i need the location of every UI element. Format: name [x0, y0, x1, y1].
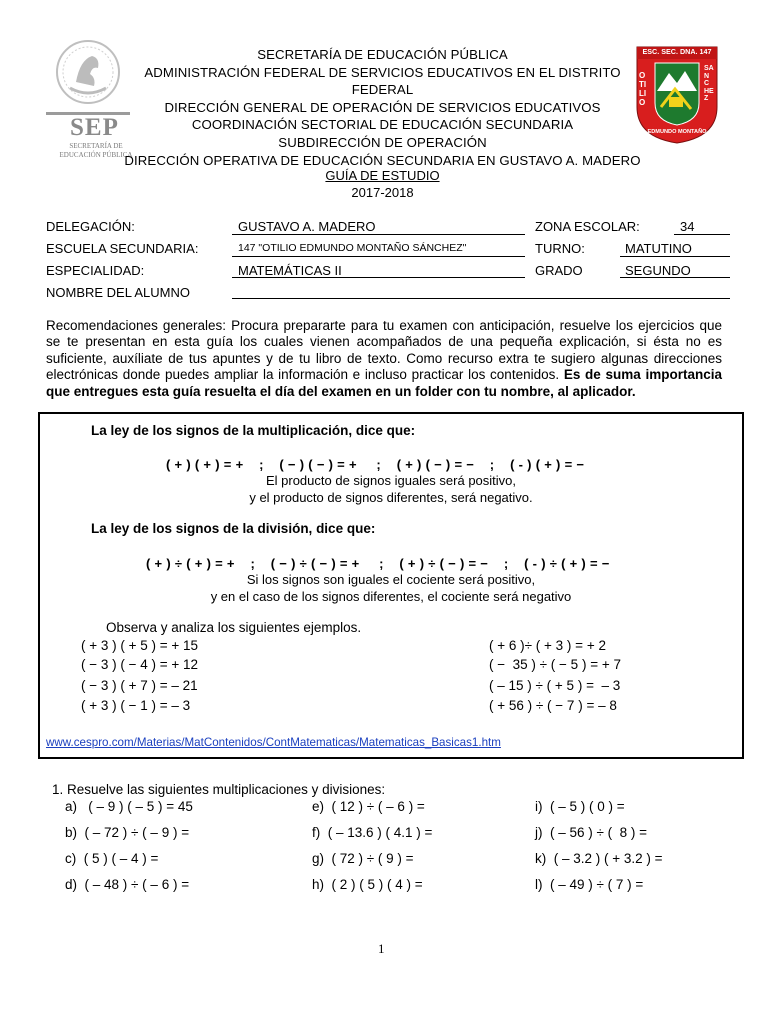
turno-value: MATUTINO [625, 241, 692, 256]
sep-subtitle-1: SECRETARÍA DE [69, 142, 123, 150]
example-left-4: ( + 3 ) ( − 1 ) = – 3 [81, 698, 191, 713]
zona-underline [674, 234, 730, 235]
example-right-3: ( – 15 ) ÷ ( + 5 ) = – 3 [489, 678, 621, 693]
exercise-e: e) ( 12 ) ÷ ( – 6 ) = [312, 799, 425, 814]
guide-title [250, 167, 515, 201]
example-left-3: ( − 3 ) ( + 7 ) = – 21 [81, 678, 198, 693]
turno-underline [620, 256, 730, 257]
example-left-2: ( − 3 ) ( − 4 ) = + 12 [81, 657, 199, 672]
division-rule-formula: ( + ) ÷ ( + ) = + ; ( − ) ÷ ( − ) = + ; ( + ) ÷ ( − ) = − ; ( - ) ÷ ( + ) = − [146, 556, 610, 571]
division-explanation [140, 571, 642, 605]
school-logo-right-text: SANCHEZ [704, 65, 714, 103]
delegacion-value: GUSTAVO A. MADERO [238, 219, 376, 234]
delegacion-underline [232, 234, 525, 235]
exercise-h: h) ( 2 ) ( 5 ) ( 4 ) = [312, 877, 423, 892]
exercise-b: b) ( – 72 ) ÷ ( – 9 ) = [65, 825, 190, 840]
recommendations-important: Es de suma importancia que entregues esta guía resuelta el día del examen en un folder con tu nombre, al aplicador. [46, 367, 722, 399]
escuela-underline [232, 256, 525, 257]
multiplication-explanation-line-1: El producto de signos iguales será positivo, [265, 473, 517, 488]
page-number: 1 [378, 941, 385, 956]
exercise-c: c) ( 5 ) ( – 4 ) = [65, 851, 159, 866]
sep-subtitle-2: EDUCACIÓN PÚBLICA [59, 151, 133, 159]
sep-wordmark: SEP [70, 114, 119, 141]
header-line-2: ADMINISTRACIÓN FEDERAL DE SERVICIOS EDUCATIVOS EN EL DISTRITO FEDERAL [144, 64, 621, 98]
example-left-1: ( + 3 ) ( + 5 ) = + 15 [81, 638, 199, 653]
multiplication-explanation [140, 472, 642, 506]
institution-header [120, 46, 645, 169]
school-logo [635, 45, 719, 145]
exercise-a: a) ( – 9 ) ( – 5 ) = 45 [65, 799, 193, 814]
exercise-g: g) ( 72 ) ÷ ( 9 ) = [312, 851, 414, 866]
exercise-instruction: 1. Resuelve las siguientes multiplicaciones y divisiones: [52, 782, 386, 797]
especialidad-underline [232, 277, 525, 278]
exercise-i: i) ( – 5 ) ( 0 ) = [535, 799, 625, 814]
example-right-1: ( + 6 )÷ ( + 3 ) = + 2 [489, 638, 606, 653]
especialidad-value: MATEMÁTICAS II [238, 263, 342, 278]
exercise-f: f) ( – 13.6 ) ( 4.1 ) = [312, 825, 433, 840]
turno-label: TURNO: [535, 241, 585, 256]
exercise-j: j) ( – 56 ) ÷ ( 8 ) = [535, 825, 648, 840]
multiplication-explanation-line-2: y el producto de signos diferentes, será negativo. [249, 490, 533, 505]
multiplication-rule-title: La ley de los signos de la multiplicación, dice que: [91, 423, 416, 438]
header-line-6: DIRECCIÓN OPERATIVA DE EDUCACIÓN SECUNDARIA EN GUSTAVO A. MADERO [124, 152, 641, 168]
nombre-label: NOMBRE DEL ALUMNO [46, 285, 190, 300]
exercise-d: d) ( – 48 ) ÷ ( – 6 ) = [65, 877, 190, 892]
recommendations-paragraph [46, 318, 722, 400]
example-right-2: ( − 35 ) ÷ ( − 5 ) = + 7 [489, 657, 621, 672]
division-explanation-line-2: y en el caso de los signos diferentes, el cociente será negativo [210, 589, 572, 604]
header-line-5: SUBDIRECCIÓN DE OPERACIÓN [278, 134, 487, 150]
example-right-4: ( + 56 ) ÷ ( − 7 ) = – 8 [489, 698, 617, 713]
division-rule-title: La ley de los signos de la división, dice que: [91, 521, 376, 536]
grado-value: SEGUNDO [625, 263, 691, 278]
header-line-4: COORDINACIÓN SECTORIAL DE EDUCACIÓN SECUNDARIA [191, 117, 574, 133]
school-logo-bottom-text: EDMUNDO MONTAÑO [647, 129, 707, 135]
division-explanation-line-1: Si los signos son iguales el cociente será positivo, [246, 572, 536, 587]
zona-value: 34 [680, 219, 695, 234]
header-line-1: SECRETARÍA DE EDUCACIÓN PÚBLICA [257, 47, 508, 62]
exercise-l: l) ( – 49 ) ÷ ( 7 ) = [535, 877, 644, 892]
especialidad-label: ESPECIALIDAD: [46, 263, 145, 278]
multiplication-rule-formula: ( + ) ( + ) = + ; ( − ) ( − ) = + ; ( + ) ( − ) = − ; ( - ) ( + ) = − [166, 457, 585, 472]
grado-label: GRADO [535, 263, 583, 278]
header-line-3: DIRECCIÓN GENERAL DE OPERACIÓN DE SERVICIOS EDUCATIVOS [164, 99, 601, 115]
guide-year: 2017-2018 [351, 185, 414, 200]
recommendations-text: Recomendaciones generales: Procura prepararte para tu examen con anticipación, resuelve los ejercicios que se te presentan en esta guía los cuales vienen acompañados de una pequeña explicación, si ésta no es suficiente, auxíliate de tus apuntes y de tu libro de texto. Como recurso extra te sugiero algunas direcciones electrónicas donde puedes ampliar la información e incluso practicar los contenidos. [46, 318, 722, 383]
examples-intro: Observa y analiza los siguientes ejemplos. [106, 620, 362, 635]
school-logo-banner: ESC. SEC. DNA. 147 [642, 47, 712, 56]
zona-label: ZONA ESCOLAR: [535, 219, 640, 234]
nombre-field[interactable] [232, 298, 730, 299]
school-logo-left-text: OTILIO [639, 71, 647, 107]
escuela-value: 147 "OTILIO EDMUNDO MONTAÑO SÁNCHEZ" [238, 242, 467, 254]
cespro-link[interactable]: www.cespro.com/Materias/MatContenidos/ContMatematicas/Matematicas_Basicas1.htm [46, 736, 501, 749]
escuela-label: ESCUELA SECUNDARIA: [46, 241, 199, 256]
grado-underline [620, 277, 730, 278]
exercise-k: k) ( – 3.2 ) ( + 3.2 ) = [535, 851, 663, 866]
guide-title-text: GUÍA DE ESTUDIO [325, 168, 440, 183]
delegacion-label: DELEGACIÓN: [46, 219, 135, 234]
